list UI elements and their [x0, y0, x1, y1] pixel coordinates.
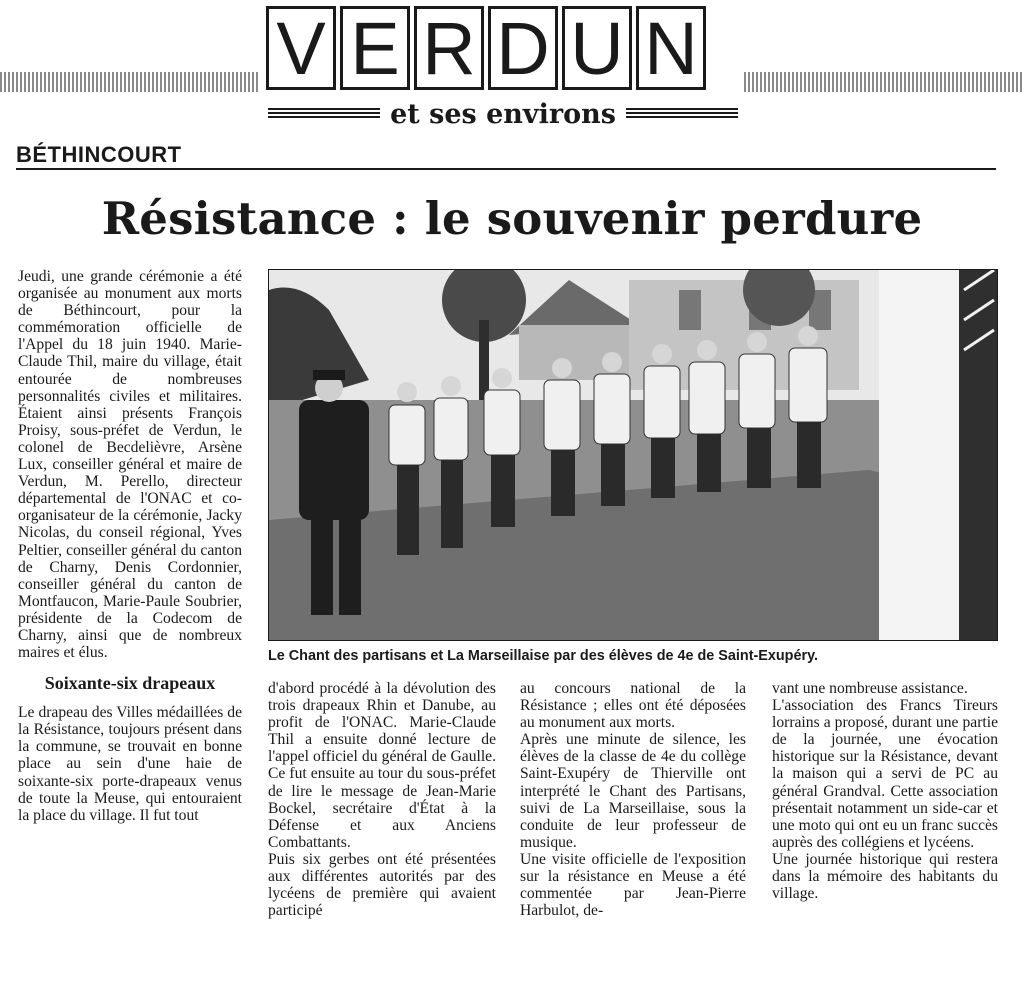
masthead-letter: U	[562, 6, 632, 90]
subtitle-stripes-left	[268, 108, 380, 120]
ceremony-photo	[268, 269, 998, 641]
article-headline: Résistance : le souvenir perdure	[101, 192, 923, 245]
masthead-subtitle-row	[268, 98, 738, 130]
article-paragraph: Une visite officielle de l'exposition sur la résistance en Meuse a été commentée par Jean-Pierre Harbulot, de-	[520, 850, 746, 920]
masthead-logo	[266, 6, 736, 96]
article-paragraph: Une journée historique qui restera dans la mémoire des habitants du village.	[772, 850, 998, 903]
ceremony-photo-illustration	[269, 270, 997, 640]
article-paragraph: Jeudi, une grande cérémonie a été organisée au monument aux morts de Béthincourt, pour la commémoration officielle de l'Appel du 18 juin 1940. Marie-Claude Thil, maire du village, était entourée de nombreuses personnalités civiles et militaires. Étaient ainsi présents François Proisy, sous-préfet de Verdun, le colonel de Becdelièvre, Arsène Lux, conseiller général et maire de Verdun, M. Perello, directeur départemental de l'ONAC et co-organisateur de la cérémonie, Jacky Nicolas, du conseil régional, Yves Peltier, conseiller général du canton de Charny, Denis Cordonnier, conseiller général du canton de Montfaucon, Marie-Paule Soubrier, présidente de la Codecom de Charny, ainsi que de nombreux maires et élus.	[18, 268, 242, 662]
article-paragraph: Le drapeau des Villes médaillées de la Résistance, toujours présent dans la commune, se trouvait en bonne place au sein d'une haie de soixante-six porte-drapeaux venus de toute la Meuse, qui entouraient la place du village. Il fut tout	[18, 704, 242, 824]
masthead-letter: D	[488, 6, 558, 90]
article-paragraph: vant une nombreuse assistance.	[772, 680, 968, 697]
masthead-letter: N	[636, 6, 706, 90]
article-paragraph: au concours national de la Résistance ; elles ont été déposées au monument aux morts.	[520, 680, 746, 732]
article-column-1	[18, 268, 242, 824]
photo-caption: Le Chant des partisans et La Marseillaise par des élèves de 4e de Saint-Exupéry.	[268, 648, 819, 664]
masthead-letter: R	[414, 6, 484, 90]
masthead-rule-right	[744, 72, 1024, 92]
article-column-3	[520, 680, 746, 919]
article-column-2	[268, 680, 496, 919]
section-rule	[16, 168, 996, 170]
masthead-rule-left	[0, 72, 258, 92]
article-paragraph: Après une minute de silence, les élèves de la classe de 4e du collège Saint-Exupéry de Thierville ont interprété le Chant des Partisans, suivi de La Marseillaise, sous la conduite de leur professeur de musique.	[520, 731, 746, 851]
masthead-letter: E	[340, 6, 410, 90]
article-column-4	[772, 680, 998, 902]
article-subhead: Soixante-six drapeaux	[44, 673, 216, 694]
masthead-subtitle: et ses environs	[390, 98, 616, 130]
masthead-letter: V	[266, 6, 336, 90]
section-label: BÉTHINCOURT	[16, 142, 182, 167]
subtitle-stripes-right	[626, 108, 738, 120]
article-paragraph: L'association des Francs Tireurs lorrains a proposé, durant une partie de la journée, une évocation historique sur la Résistance, devant la maison qui a servi de PC au général Grandval. Cette association présentait notamment un side-car et une moto qui ont eu un franc succès auprès des collégiens et lycéens.	[772, 697, 998, 851]
article-paragraph: Puis six gerbes ont été présentées aux différentes autorités par des lycéens de première qui avaient participé	[268, 850, 496, 920]
article-paragraph: d'abord procédé à la dévolution des trois drapeaux Rhin et Danube, au profit de l'ONAC. Marie-Claude Thil a ensuite donné lecture de l'appel officiel du général de Gaulle. Ce fut ensuite au tour du sous-préfet de lire le message de Jean-Marie Bockel, secrétaire d'État à la Défense et aux Anciens Combattants.	[268, 680, 496, 851]
